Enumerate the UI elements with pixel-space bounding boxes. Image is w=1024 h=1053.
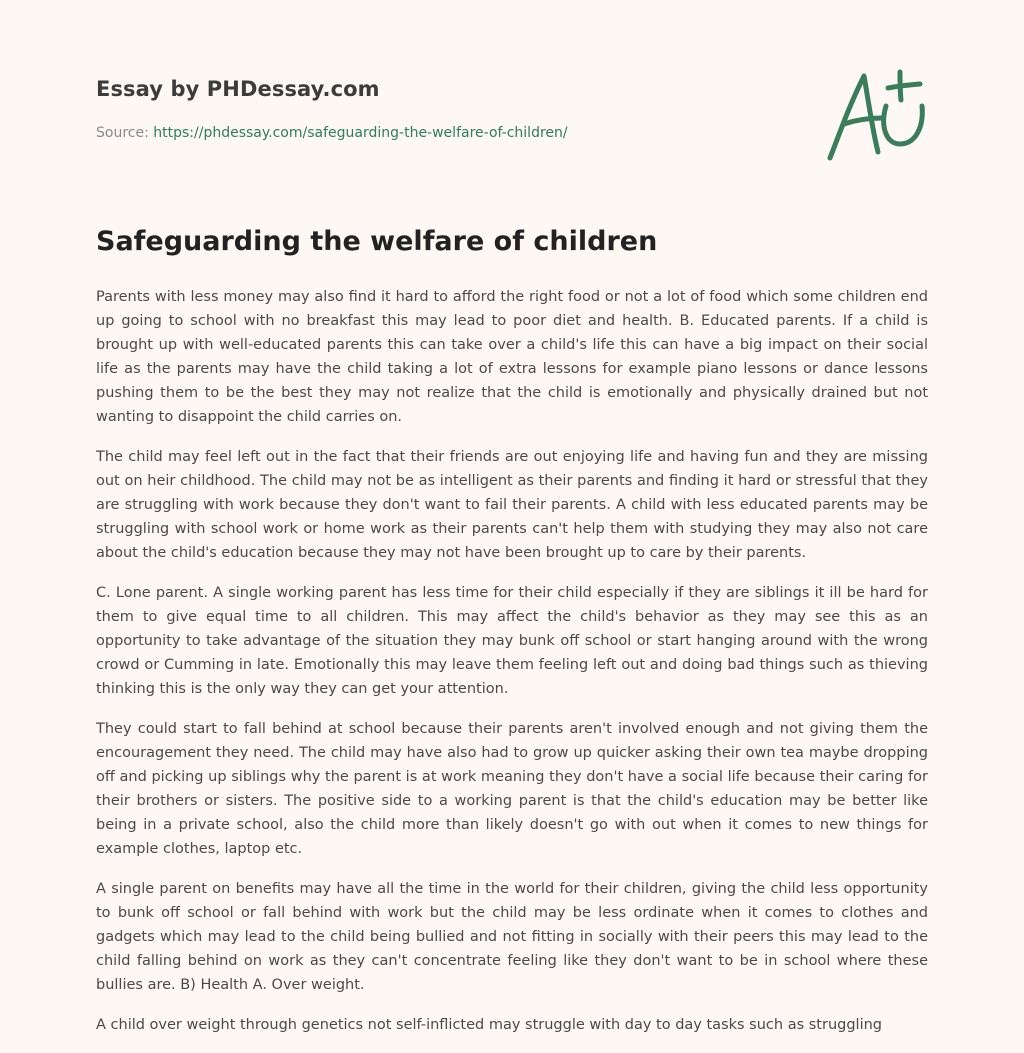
page-header [96, 74, 928, 184]
essay-paragraph: A single parent on benefits may have all the time in the world for their children, giving the child less opportunity to bunk off school or fall behind with work but the child may be less ordinate when it comes to clothes and gadgets which may lead to the child being bullied and not fitting in socially with their peers this may lead to the child falling behind on work as they can't concentrate feeling like they don't want to be in school where these bullies are. B) Health A. Over weight. [96, 881, 928, 993]
site-title: Essay by PHDessay.com [96, 77, 380, 101]
source-link[interactable]: https://phdessay.com/safeguarding-the-welfare-of-children/ [153, 125, 568, 141]
source-line [96, 125, 568, 141]
essay-paragraph: Parents with less money may also find it hard to afford the right food or not a lot of food which some children end up going to school with no breakfast this may lead to poor diet and health. B. Educated parents. If a child is brought up with well-educated parents this can take over a child's life this can have a big impact on their social life as the parents may have the child taking a lot of extra lessons for example piano lessons or dance lessons pushing them to be the best they may not realize that the child is emotionally and physically drained but not wanting to disappoint the child carries on. [96, 289, 928, 425]
essay-body [96, 285, 928, 1053]
essay-paragraph: C. Lone parent. A single working parent has less time for their child especially if they are siblings it ill be hard for them to give equal time to all children. This may affect the child's behavior as they may see this as an opportunity to take advantage of the situation they may bunk off school or start hanging around with the wrong crowd or Cumming in late. Emotionally this may leave them feeling left out and doing bad things such as thieving thinking this is the only way they can get your attention. [96, 585, 928, 697]
essay-title: Safeguarding the welfare of children [96, 226, 658, 257]
a-plus-logo-icon [824, 68, 928, 164]
essay-paragraph: They could start to fall behind at school because their parents aren't involved enough and not giving them the encouragement they need. The child may have also had to grow up quicker asking their own tea maybe dropping off and picking up siblings why the parent is at work meaning they don't have a social life because their caring for their brothers or sisters. The positive side to a working parent is that the child's education may be better like being in a private school, also the child more than likely doesn't go with out when it comes to new things for example clothes, laptop etc. [96, 721, 928, 857]
essay-paragraph: A child over weight through genetics not self-inflicted may struggle with day to day tasks such as struggling [96, 1017, 883, 1033]
source-label: Source: [96, 125, 149, 141]
essay-paragraph: The child may feel left out in the fact that their friends are out enjoying life and having fun and they are missing out on heir childhood. The child may not be as intelligent as their parents and finding it hard or stressful that they are struggling with work because they don't want to fail their parents. A child with less educated parents may be struggling with school work or home work as their parents can't help them with studying they may also not care about the child's education because they may not have been brought up to care by their parents. [96, 449, 928, 561]
